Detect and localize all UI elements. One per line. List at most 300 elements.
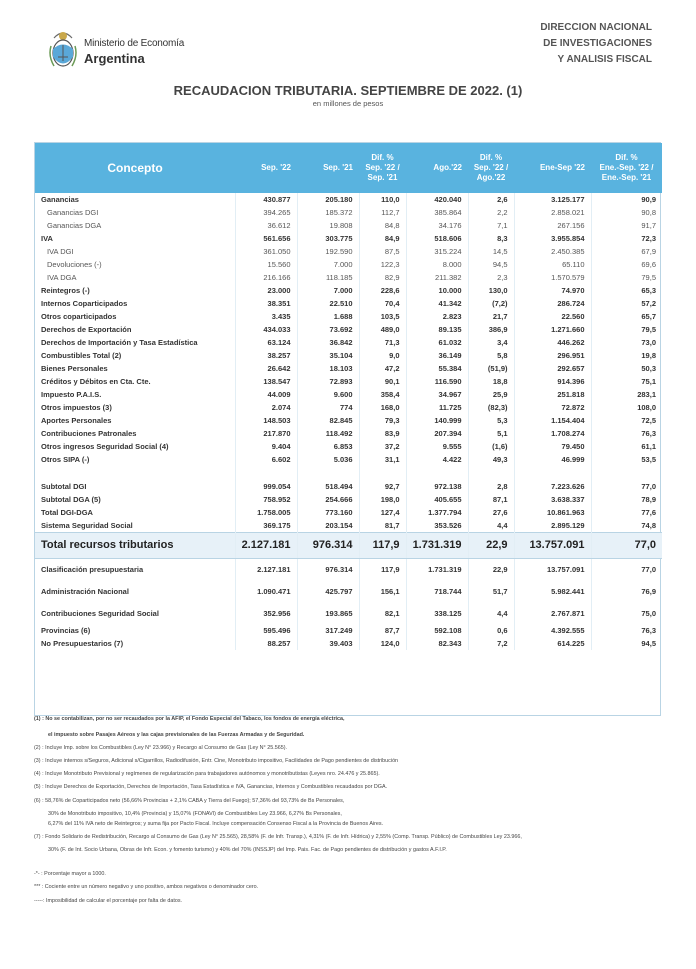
column-header: Ago.'22: [406, 143, 468, 193]
row-label: IVA DGA: [35, 271, 235, 284]
table-cell: [406, 466, 468, 480]
row-label: Bienes Personales: [35, 362, 235, 375]
table-cell: 44.009: [235, 388, 297, 401]
table-cell: 41.342: [406, 297, 468, 310]
table-cell: 10.861.963: [514, 506, 591, 519]
table-cell: 358,4: [359, 388, 406, 401]
table-cell: 385.864: [406, 206, 468, 219]
table-cell: 6.602: [235, 453, 297, 466]
table-cell: 7,2: [468, 637, 514, 650]
column-header-line: Sep. '21: [367, 173, 398, 182]
column-header-line: Dif. %: [371, 153, 394, 162]
table-cell: 5,1: [468, 427, 514, 440]
table-cell: 595.496: [235, 624, 297, 637]
table-cell: 117,9: [359, 558, 406, 580]
table-cell: 446.262: [514, 336, 591, 349]
table-row: [35, 362, 662, 375]
table-cell: 63.124: [235, 336, 297, 349]
table-cell: 19,8: [641, 351, 656, 360]
row-label: Subtotal DGA (5): [35, 493, 235, 506]
table-cell: 11.725: [406, 401, 468, 414]
row-label: Total recursos tributarios: [35, 532, 235, 558]
table-cell: 976.314: [297, 532, 359, 558]
table-cell: 561.656: [235, 232, 297, 245]
table-cell: 614.225: [514, 637, 591, 650]
table-cell: 130,0: [468, 284, 514, 297]
table-cell: 7.223.626: [514, 480, 591, 493]
table-cell: 91,7: [641, 221, 656, 230]
table-cell: 2,6: [468, 193, 514, 206]
table-cell: 773.160: [297, 506, 359, 519]
table-cell: 92,7: [359, 480, 406, 493]
table-cell: 108,0: [637, 403, 656, 412]
table-cell: 203.154: [297, 519, 359, 532]
table-cell: 84,8: [359, 219, 406, 232]
table-cell: 57,2: [641, 299, 656, 308]
table-cell: 36.612: [235, 219, 297, 232]
table-cell: 74,8: [641, 520, 656, 530]
department-line: Y ANALISIS FISCAL: [557, 54, 652, 65]
table-cell: 286.724: [514, 297, 591, 310]
table-cell: 47,2: [359, 362, 406, 375]
table-cell: 79,5: [641, 273, 656, 282]
table-cell: 75,0: [641, 608, 656, 618]
table-cell: 51,7: [468, 580, 514, 602]
table-cell: (82,3): [468, 401, 514, 414]
table-cell: 5,8: [468, 349, 514, 362]
column-header: [359, 143, 406, 193]
table-cell: 22,9: [468, 532, 514, 558]
table-row: [35, 624, 662, 637]
table-cell: 6.853: [297, 440, 359, 453]
table-cell: 592.108: [406, 624, 468, 637]
column-header: Sep. '21: [297, 143, 359, 193]
row-label: Impuesto P.A.I.S.: [35, 388, 235, 401]
table-cell: 65.110: [514, 258, 591, 271]
revenue-table: [34, 142, 661, 716]
table-row: [35, 271, 662, 284]
table-cell: 251.818: [514, 388, 591, 401]
table-cell: 138.547: [235, 375, 297, 388]
table-cell: 972.138: [406, 480, 468, 493]
footnote: -----: Imposibilidad de calcular el porcentaje por falta de datos.: [34, 898, 183, 904]
table-cell: 228,6: [359, 284, 406, 297]
table-cell: 22,9: [468, 558, 514, 580]
table-cell: 193.865: [297, 602, 359, 624]
table-cell: 25,9: [468, 388, 514, 401]
table-cell: 2.823: [406, 310, 468, 323]
table-cell: 2.127.181: [235, 558, 297, 580]
table-cell: 65,3: [641, 286, 656, 295]
table-cell: 1.570.579: [514, 271, 591, 284]
table-cell: 2.767.871: [514, 602, 591, 624]
row-label: Aportes Personales: [35, 414, 235, 427]
table-cell: 1.154.404: [514, 414, 591, 427]
table-row: [35, 532, 662, 558]
table-cell: 1.090.471: [235, 580, 297, 602]
row-label: Combustibles Total (2): [35, 349, 235, 362]
table-cell: 1.708.274: [514, 427, 591, 440]
table-cell: 61.032: [406, 336, 468, 349]
table-cell: 999.054: [235, 480, 297, 493]
table-cell: 148.503: [235, 414, 297, 427]
footnote: 30% (F. de Int. Socio Urbana, Obras de Infr. Econ. y fomento turismo) y 40% del 70% (INSSJP) del Imp. Pais. Fac. de Pago pendientes de distribución y gastos A.F.I.P.: [48, 847, 447, 853]
table-row: [35, 245, 662, 258]
table-cell: 88.257: [235, 637, 297, 650]
page-subtitle: en millones de pesos: [312, 99, 384, 108]
table-cell: 38.351: [235, 297, 297, 310]
column-header: Ene-Sep '22: [514, 143, 591, 193]
table-cell: 27,6: [468, 506, 514, 519]
table-cell: 518.606: [406, 232, 468, 245]
table-row: [35, 506, 662, 519]
table-cell: 217.870: [235, 427, 297, 440]
table-cell: 77,0: [641, 564, 656, 574]
table-cell: 2.127.181: [235, 532, 297, 558]
row-label: Derechos de Importación y Tasa Estadística: [35, 336, 235, 349]
table-cell: 112,7: [359, 206, 406, 219]
table-row: [35, 349, 662, 362]
table-row: [35, 519, 662, 532]
table-cell: 79.450: [514, 440, 591, 453]
table-cell: 1.758.005: [235, 506, 297, 519]
table-cell: 425.797: [297, 580, 359, 602]
table-cell: 9,0: [359, 349, 406, 362]
table-cell: 317.249: [297, 624, 359, 637]
table-cell: [591, 466, 662, 480]
row-label: Otros impuestos (3): [35, 401, 235, 414]
row-label: Ganancias: [35, 193, 235, 206]
row-label: Otros SIPA (-): [35, 453, 235, 466]
table-cell: 394.265: [235, 206, 297, 219]
column-header-line: Dif. %: [615, 153, 638, 162]
table-cell: 13.757.091: [514, 532, 591, 558]
table-cell: 211.382: [406, 271, 468, 284]
table-cell: 353.526: [406, 519, 468, 532]
ministry-logo: [48, 26, 248, 76]
table-cell: [235, 466, 297, 480]
row-label: Provincias (6): [35, 624, 235, 637]
table-cell: 10.000: [406, 284, 468, 297]
table-cell: 15.560: [235, 258, 297, 271]
column-header: Sep. '22: [235, 143, 297, 193]
table-cell: 14,5: [468, 245, 514, 258]
table-cell: 70,4: [359, 297, 406, 310]
table-cell: 76,3: [641, 626, 656, 635]
table-cell: 79,5: [641, 325, 656, 334]
footnote: (6) : 58,76% de Coparticipados neto (56,66% Provincias + 2,1% CABA y Tierra del Fuego); 57,36% del 93,73% de Bs Personales,: [34, 798, 345, 804]
table-cell: 718.744: [406, 580, 468, 602]
row-label: Ganancias DGA: [35, 219, 235, 232]
table-cell: 7.000: [297, 284, 359, 297]
table-cell: 4,4: [468, 519, 514, 532]
table-cell: 303.775: [297, 232, 359, 245]
table-cell: 82,1: [359, 602, 406, 624]
table-cell: 7,1: [468, 219, 514, 232]
table-cell: 22.510: [297, 297, 359, 310]
row-label: Contribuciones Seguridad Social: [35, 602, 235, 624]
table-header-row: [35, 143, 662, 193]
table-cell: 267.156: [514, 219, 591, 232]
table-cell: 361.050: [235, 245, 297, 258]
footnote: -*- : Porcentaje mayor a 1000.: [34, 871, 106, 877]
table-cell: 3.125.177: [514, 193, 591, 206]
table-cell: 3.638.337: [514, 493, 591, 506]
table-cell: 434.033: [235, 323, 297, 336]
row-label: [35, 466, 235, 480]
table-cell: 216.166: [235, 271, 297, 284]
table-cell: 23.000: [235, 284, 297, 297]
table-cell: 77,6: [641, 508, 656, 517]
table-cell: 77,0: [641, 482, 656, 491]
table-body: [35, 193, 662, 650]
table-cell: 37,2: [359, 440, 406, 453]
table-cell: 118.492: [297, 427, 359, 440]
table-cell: 118.185: [297, 271, 359, 284]
table-cell: 774: [297, 401, 359, 414]
table-cell: 315.224: [406, 245, 468, 258]
table-cell: 87,7: [359, 624, 406, 637]
row-label: Total DGI-DGA: [35, 506, 235, 519]
row-label: Sistema Seguridad Social: [35, 519, 235, 532]
table-cell: 110,0: [359, 193, 406, 206]
footnote: (5) : Incluye Derechos de Exportación, Derechos de Importación, Tasa Estadística e IVA, Ganancias, Internos y Combustibles recaudados por DGA.: [34, 784, 388, 790]
table-cell: 1.731.319: [406, 558, 468, 580]
table-cell: 7.000: [297, 258, 359, 271]
table-cell: 39.403: [297, 637, 359, 650]
row-label: Otros ingresos Seguridad Social (4): [35, 440, 235, 453]
row-label: No Presupuestarios (7): [35, 637, 235, 650]
footnote: *** : Cociente entre un número negativo y uno positivo, ambos negativos o denominador cero.: [34, 884, 259, 890]
table-row: [35, 453, 662, 466]
footnote: 6,27% del 11% IVA neto de Reintegros; y suma fija por Pacto Fiscal. Incluye compensación Consenso Fiscal a la Provincia de Buenos Aires.: [48, 821, 384, 827]
table-cell: 46.999: [514, 453, 591, 466]
table-row: [35, 206, 662, 219]
table-cell: 26.642: [235, 362, 297, 375]
table-cell: 69,6: [641, 260, 656, 269]
table-cell: 140.999: [406, 414, 468, 427]
table-cell: 1.731.319: [406, 532, 468, 558]
table-cell: 81,7: [359, 519, 406, 532]
table-cell: 71,3: [359, 336, 406, 349]
table-cell: 73.692: [297, 323, 359, 336]
table-cell: 124,0: [359, 637, 406, 650]
table-cell: 283,1: [637, 390, 656, 399]
table-cell: 914.396: [514, 375, 591, 388]
table-row: [35, 427, 662, 440]
table-cell: 36.842: [297, 336, 359, 349]
table-cell: 405.655: [406, 493, 468, 506]
row-label: Reintegros (-): [35, 284, 235, 297]
table-cell: 3.955.854: [514, 232, 591, 245]
column-header-line: Sep. '22 /: [365, 163, 400, 172]
table-row: [35, 388, 662, 401]
column-header-line: Ene.-Sep. '21: [601, 173, 652, 182]
table-row: [35, 440, 662, 453]
table-row: [35, 232, 662, 245]
table-cell: 90,1: [359, 375, 406, 388]
table-cell: 87,5: [359, 245, 406, 258]
column-header-line: Sep. '22 /: [473, 163, 509, 172]
row-label: Subtotal DGI: [35, 480, 235, 493]
row-label: Ganancias DGI: [35, 206, 235, 219]
table-cell: 5.036: [297, 453, 359, 466]
ministry-name: Ministerio de Economía: [84, 38, 185, 49]
table-cell: 76,9: [641, 586, 656, 596]
table-row: [35, 493, 662, 506]
table-cell: [359, 466, 406, 480]
footnote: (1) : No se contabilizan, por no ser recaudados por la AFIP, el Fondo Especial del Tabaco, los fondos de energía eléctrica,: [34, 716, 345, 722]
row-label: Contribuciones Patronales: [35, 427, 235, 440]
table-cell: 296.951: [514, 349, 591, 362]
table-cell: 758.952: [235, 493, 297, 506]
row-label: Créditos y Débitos en Cta. Cte.: [35, 375, 235, 388]
table-cell: 75,1: [641, 377, 656, 386]
table-cell: 72,5: [641, 416, 656, 425]
table-cell: 19.808: [297, 219, 359, 232]
table-cell: 420.040: [406, 193, 468, 206]
table-cell: 8,3: [468, 232, 514, 245]
table-cell: (1,6): [468, 440, 514, 453]
column-header-line: Dif. %: [479, 153, 503, 162]
table-cell: 1.688: [297, 310, 359, 323]
table-cell: 4.422: [406, 453, 468, 466]
column-header: [468, 143, 514, 193]
country-name: Argentina: [84, 51, 145, 66]
table-cell: 73,0: [641, 338, 656, 347]
table-cell: 292.657: [514, 362, 591, 375]
table-cell: 50,3: [641, 364, 656, 373]
column-header-line: Ago.'22: [476, 173, 506, 182]
table-cell: 90,9: [641, 195, 656, 204]
table-cell: 205.180: [297, 193, 359, 206]
table-cell: 198,0: [359, 493, 406, 506]
table-row: [35, 336, 662, 349]
table-cell: 9.404: [235, 440, 297, 453]
table-cell: 254.666: [297, 493, 359, 506]
table-row: [35, 480, 662, 493]
table-cell: 4.392.555: [514, 624, 591, 637]
table-cell: 79,3: [359, 414, 406, 427]
department-name: [540, 20, 652, 68]
coat-of-arms-icon: [48, 26, 78, 72]
table-cell: 61,1: [641, 442, 656, 451]
table-cell: 94,5: [468, 258, 514, 271]
table-cell: 2.895.129: [514, 519, 591, 532]
table-cell: 9.555: [406, 440, 468, 453]
table-row: [35, 284, 662, 297]
column-header: Concepto: [35, 143, 235, 193]
table-cell: 72.872: [514, 401, 591, 414]
table-cell: 369.175: [235, 519, 297, 532]
table-cell: 35.104: [297, 349, 359, 362]
table-row: [35, 558, 662, 580]
table-cell: 122,3: [359, 258, 406, 271]
row-label: IVA DGI: [35, 245, 235, 258]
table-cell: 18.103: [297, 362, 359, 375]
table-row: [35, 193, 662, 206]
table-cell: 207.394: [406, 427, 468, 440]
table-cell: 89.135: [406, 323, 468, 336]
table-cell: 87,1: [468, 493, 514, 506]
table-cell: 156,1: [359, 580, 406, 602]
table-cell: 74.970: [514, 284, 591, 297]
row-label: Internos Coparticipados: [35, 297, 235, 310]
table-cell: 0,6: [468, 624, 514, 637]
footnote: el impuesto sobre Pasajes Aéreos y las cajas previsionales de las Fuerzas Armadas y de Seguridad.: [48, 732, 305, 738]
table-cell: 9.600: [297, 388, 359, 401]
table-row: [35, 466, 662, 480]
footnote: (7) : Fondo Solidario de Redistribución, Recargo al Consumo de Gas (Ley N° 25.565), 28,58% (F. de Infr. Transp.), 4,31% (F. de Infr. Hídrica) y 2,55% (Comp. Transp. Público) de Combustibles Ley 23.966,: [34, 834, 522, 840]
table-cell: (7,2): [468, 297, 514, 310]
table-cell: 117,9: [359, 532, 406, 558]
table-row: [35, 414, 662, 427]
table-cell: 36.149: [406, 349, 468, 362]
table-row: [35, 310, 662, 323]
page-title: RECAUDACION TRIBUTARIA. SEPTIEMBRE DE 2022. (1): [173, 83, 523, 98]
table-cell: 77,0: [591, 532, 662, 558]
table-cell: 4,4: [468, 602, 514, 624]
table-cell: (51,9): [468, 362, 514, 375]
table-row: [35, 219, 662, 232]
footnote: (4) : Incluye Monotributo Previsional y regímenes de regularización para trabajadores autónomos y monotributistas (Leyes nro. 24.476 y 25.865).: [34, 771, 380, 777]
row-label: Otros coparticipados: [35, 310, 235, 323]
table-cell: 5.982.441: [514, 580, 591, 602]
table-cell: 1.377.794: [406, 506, 468, 519]
table-cell: 53,5: [641, 455, 656, 464]
row-label: Devoluciones (-): [35, 258, 235, 271]
table-cell: 386,9: [468, 323, 514, 336]
table-cell: 2.074: [235, 401, 297, 414]
table-cell: 352.956: [235, 602, 297, 624]
table-cell: 3.435: [235, 310, 297, 323]
column-header: [591, 143, 662, 193]
footnote: (2) : Incluye Imp. sobre los Combustibles (Ley N° 23.966) y Recargo al Consumo de Gas (Ley N° 25.565).: [34, 745, 287, 751]
table-cell: 76,3: [641, 429, 656, 438]
table-cell: [468, 466, 514, 480]
table-row: [35, 323, 662, 336]
table-cell: 2.450.385: [514, 245, 591, 258]
table-cell: 84,9: [359, 232, 406, 245]
row-label: Derechos de Exportación: [35, 323, 235, 336]
table-cell: 82.343: [406, 637, 468, 650]
table-cell: 31,1: [359, 453, 406, 466]
row-label: Clasificación presupuestaria: [35, 558, 235, 580]
table-cell: 2,8: [468, 480, 514, 493]
table-cell: 489,0: [359, 323, 406, 336]
table-cell: 83,9: [359, 427, 406, 440]
table-cell: 72,3: [641, 234, 656, 243]
table-row: [35, 297, 662, 310]
table-cell: 78,9: [641, 495, 656, 504]
row-label: IVA: [35, 232, 235, 245]
table-cell: 168,0: [359, 401, 406, 414]
table-cell: 2.858.021: [514, 206, 591, 219]
table-cell: 82.845: [297, 414, 359, 427]
table-cell: 94,5: [641, 639, 656, 648]
table-cell: 65,7: [641, 312, 656, 321]
department-line: DIRECCION NACIONAL: [540, 22, 652, 33]
table-cell: 430.877: [235, 193, 297, 206]
table-cell: 1.271.660: [514, 323, 591, 336]
table-cell: 49,3: [468, 453, 514, 466]
column-header-line: Ene.-Sep. '22 /: [599, 163, 654, 172]
table-cell: [514, 466, 591, 480]
table-cell: 103,5: [359, 310, 406, 323]
table-cell: 3,4: [468, 336, 514, 349]
table-cell: 116.590: [406, 375, 468, 388]
table-cell: 518.494: [297, 480, 359, 493]
